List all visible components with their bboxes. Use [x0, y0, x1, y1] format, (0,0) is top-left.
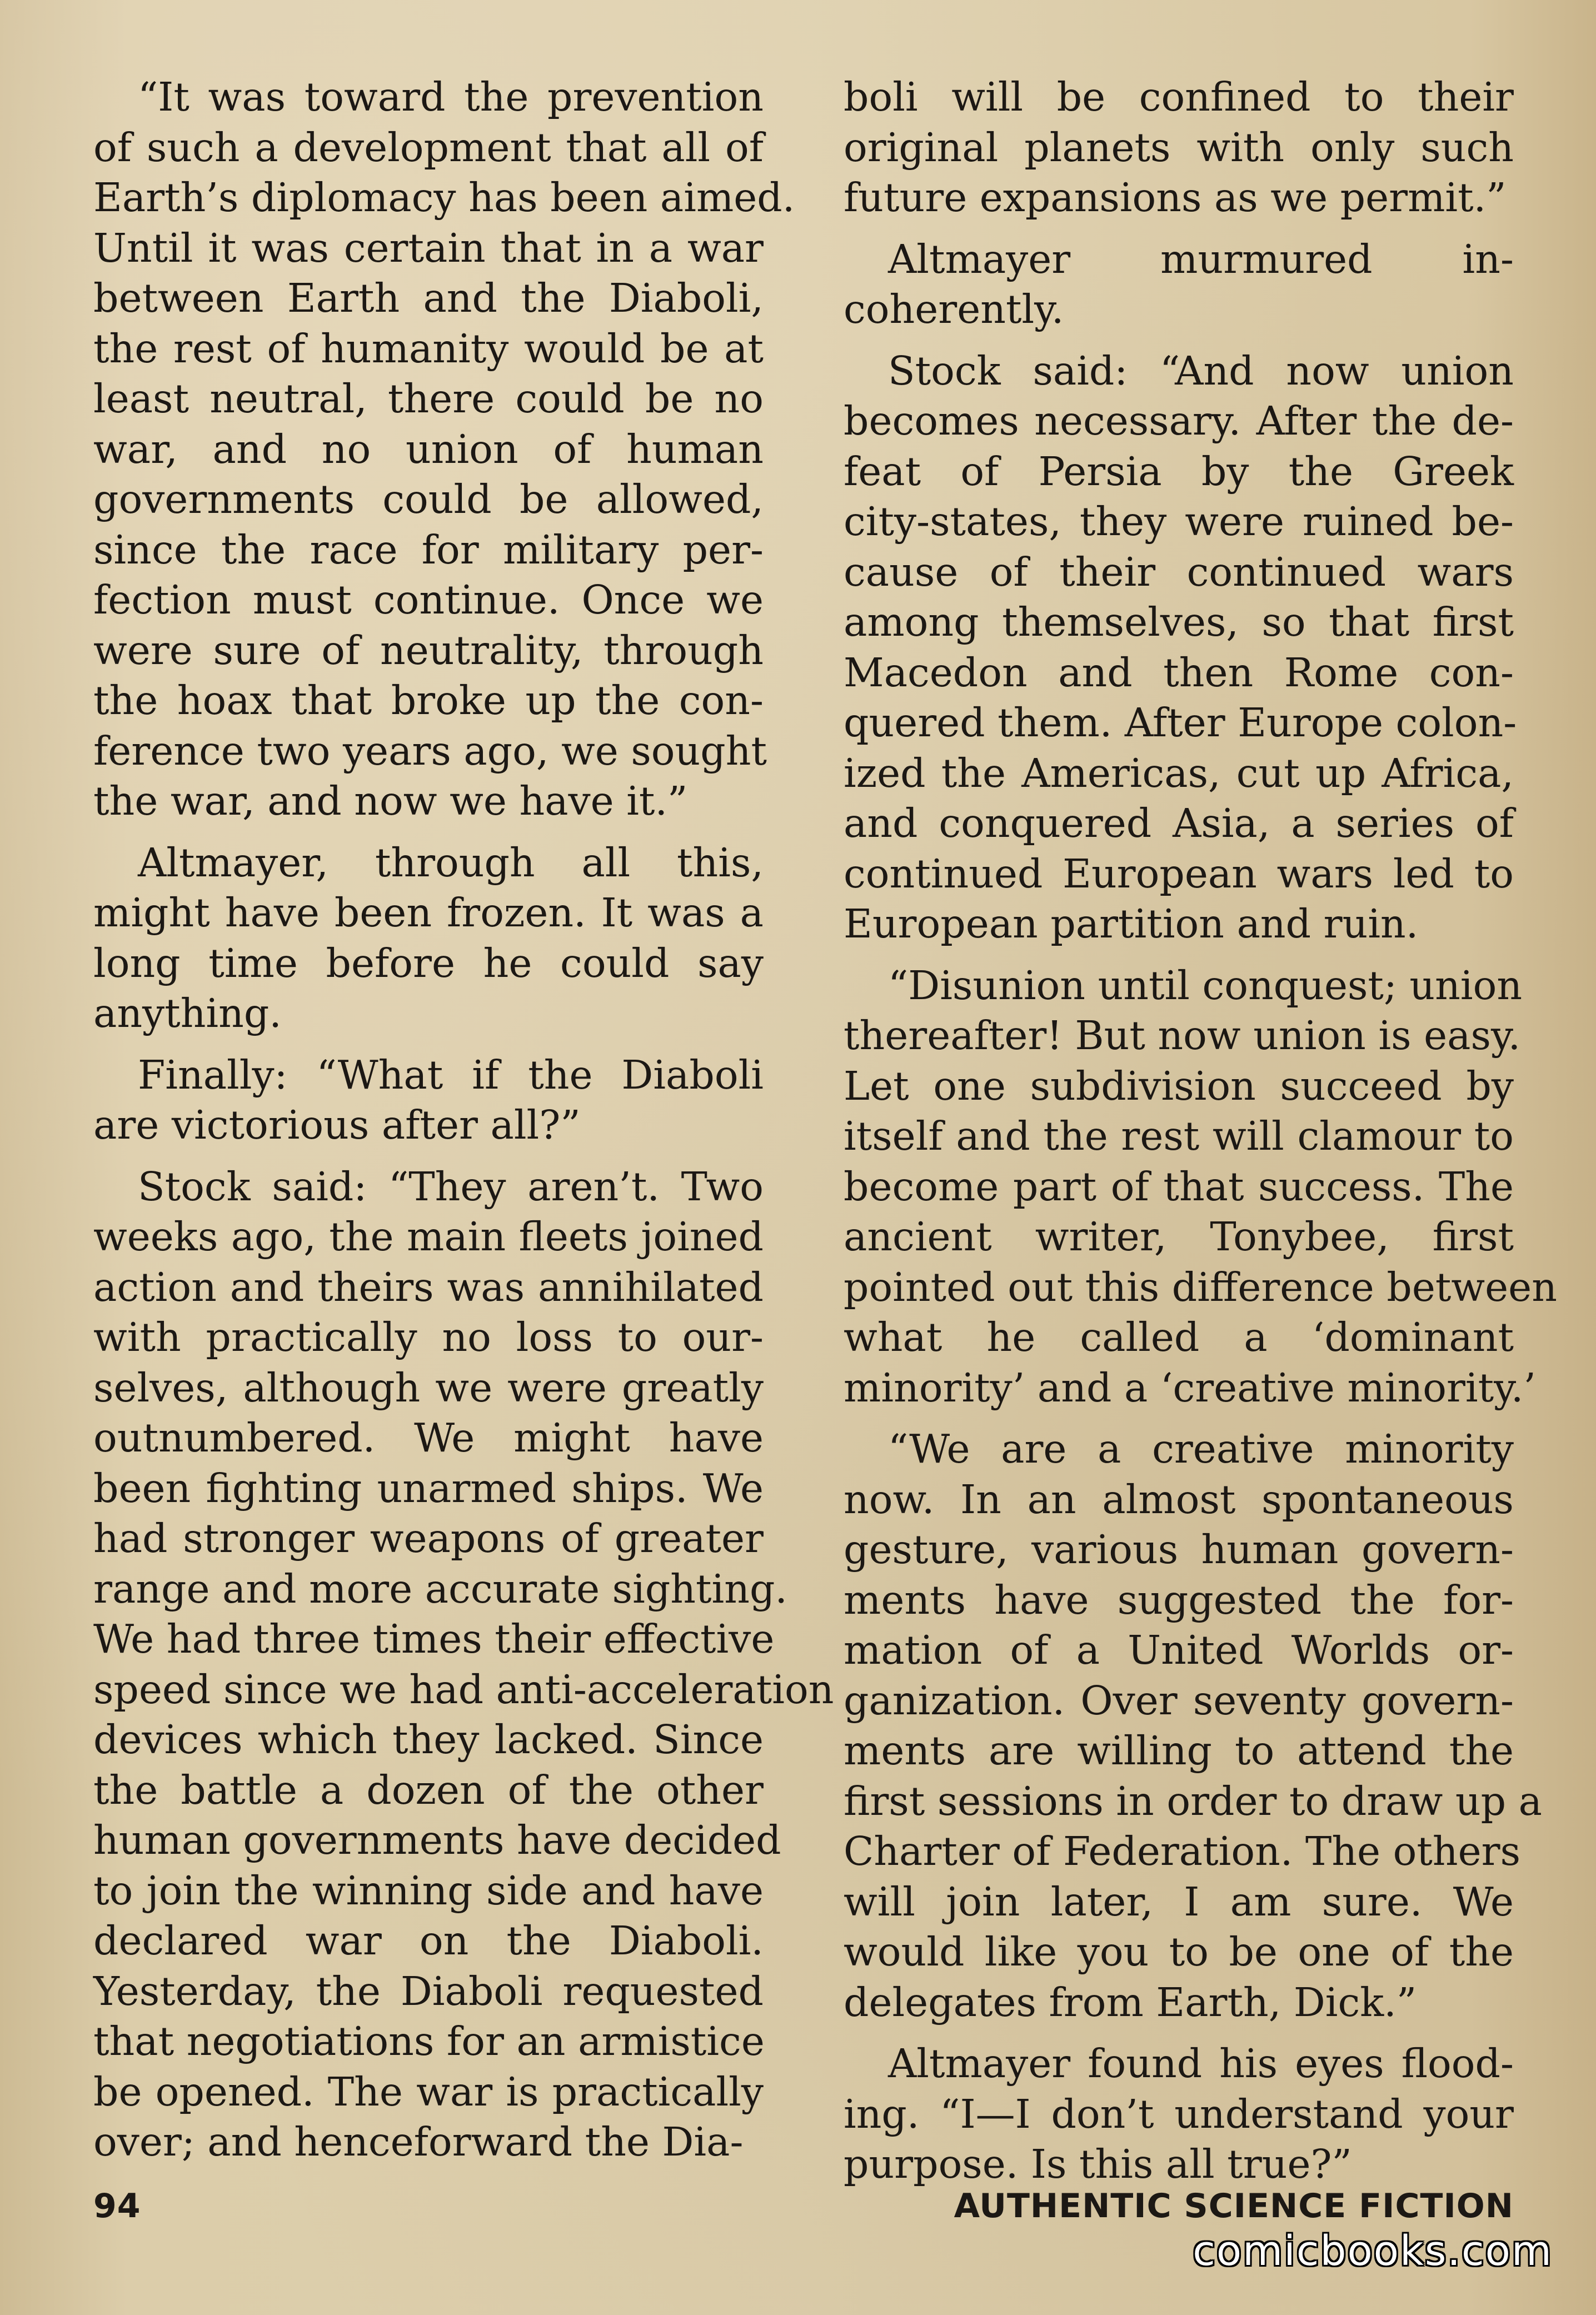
text-line: Altmayer found his eyes flood- — [888, 2040, 1514, 2087]
text-line: delegates from Earth, Dick.” — [844, 1979, 1417, 2025]
text-line: We had three times their effective — [93, 1616, 775, 1662]
text-line: future expansions as we permit.” — [844, 174, 1507, 221]
text-line: Until it was certain that in a war — [93, 224, 764, 271]
text-line: quered them. After Europe colon- — [844, 700, 1517, 746]
right-text-column — [844, 72, 1557, 2187]
text-line: declared war on the Diaboli. — [93, 1918, 764, 1964]
paragraph — [93, 838, 764, 1039]
text-line: ments are willing to attend the — [844, 1728, 1514, 1774]
text-line: over; and henceforward the Dia- — [93, 2119, 744, 2165]
text-line: since the race for military per- — [93, 526, 764, 573]
text-line: become part of that success. The — [844, 1163, 1514, 1210]
text-line: fection must continue. Once we — [93, 577, 764, 623]
text-line: Stock said: “They aren’t. Two — [138, 1163, 764, 1210]
text-line: speed since we had anti-acceleration — [93, 1666, 834, 1713]
text-line: will join later, I am sure. We — [844, 1878, 1514, 1925]
text-line: original planets with only such — [844, 124, 1514, 171]
watermark-logo: comicbooks.com — [1193, 2227, 1553, 2275]
paragraph — [844, 1424, 1542, 2028]
text-line: and conquered Asia, a series of — [844, 800, 1514, 846]
text-line: ancient writer, Tonybee, first — [844, 1214, 1514, 1260]
text-line: the hoax that broke up the con- — [93, 677, 764, 724]
text-line: feat of Persia by the Greek — [844, 448, 1514, 495]
text-line: what he called a ‘dominant — [844, 1314, 1514, 1360]
paragraph — [93, 72, 795, 827]
text-line: long time before he could say — [93, 940, 764, 986]
paragraph — [844, 961, 1557, 1414]
text-line: were sure of neutrality, through — [93, 627, 764, 673]
text-line: Yesterday, the Diaboli requested — [93, 1968, 764, 2014]
text-line: continued European wars led to — [844, 850, 1514, 897]
paragraph — [93, 1050, 764, 1151]
text-line: “Disunion until conquest; union — [888, 962, 1523, 1009]
text-line: range and more accurate sighting. — [93, 1565, 787, 1612]
text-line: Let one subdivision succeed by — [844, 1062, 1514, 1109]
text-line: of such a development that all of — [93, 124, 764, 171]
text-line: the battle a dozen of the other — [93, 1767, 764, 1813]
text-line: human governments have decided — [93, 1817, 781, 1863]
text-line: governments could be allowed, — [93, 476, 764, 522]
text-line: with practically no loss to our- — [93, 1314, 764, 1360]
text-line: ference two years ago, we sought — [93, 727, 767, 774]
text-line: ganization. Over seventy govern- — [844, 1677, 1514, 1724]
text-line: would like you to be one of the — [844, 1929, 1514, 1975]
text-line: outnumbered. We might have — [93, 1415, 764, 1461]
text-line: European partition and ruin. — [844, 901, 1419, 947]
text-line: “We are a creative minority — [888, 1426, 1514, 1472]
text-line: Charter of Federation. The others — [844, 1828, 1521, 1874]
text-line: between Earth and the Diaboli, — [93, 275, 764, 321]
paragraph — [93, 1162, 834, 2168]
text-line: selves, although we were greatly — [93, 1364, 764, 1411]
text-line: the rest of humanity would be at — [93, 325, 764, 372]
text-line: be opened. The war is practically — [93, 2068, 764, 2115]
text-line: might have been frozen. It was a — [93, 890, 764, 936]
page-number: 94 — [93, 2187, 141, 2226]
text-line: thereafter! But now union is easy. — [844, 1012, 1521, 1059]
text-line: Macedon and then Rome con- — [844, 649, 1514, 696]
text-line: devices which they lacked. Since — [93, 1717, 764, 1763]
text-line: minority’ and a ‘creative minority.’ — [844, 1364, 1536, 1411]
text-line: to join the winning side and have — [93, 1867, 764, 1914]
text-line: action and theirs was annihilated — [93, 1264, 764, 1310]
paragraph — [844, 2039, 1514, 2190]
text-line: coherently. — [844, 286, 1064, 332]
text-line: are victorious after all?” — [93, 1102, 581, 1148]
text-line: Altmayer, through all this, — [138, 839, 764, 886]
paragraph — [844, 72, 1514, 223]
text-line: now. In an almost spontaneous — [844, 1476, 1514, 1523]
text-line: weeks ago, the main fleets joined — [93, 1214, 764, 1260]
text-line: the war, and now we have it.” — [93, 778, 688, 824]
text-line: Stock said: “And now union — [888, 347, 1514, 394]
text-line: purpose. Is this all true?” — [844, 2141, 1352, 2187]
text-line: city-states, they were ruined be- — [844, 498, 1514, 545]
text-line: pointed out this difference between — [844, 1264, 1557, 1310]
text-line: ing. “I—I don’t understand your — [844, 2091, 1514, 2137]
paragraph — [844, 235, 1514, 335]
text-line: ized the Americas, cut up Africa, — [844, 750, 1514, 796]
text-line: boli will be confined to their — [844, 74, 1514, 120]
text-line: Earth’s diplomacy has been aimed. — [93, 174, 795, 221]
text-line: cause of their continued wars — [844, 548, 1514, 595]
text-line: war, and no union of human — [93, 426, 764, 472]
text-line: among themselves, so that first — [844, 599, 1514, 645]
text-line: been fighting unarmed ships. We — [93, 1465, 764, 1511]
text-line: first sessions in order to draw up a — [844, 1778, 1542, 1824]
text-line: becomes necessary. After the de- — [844, 398, 1514, 444]
text-line: that negotiations for an armistice — [93, 2018, 765, 2064]
text-line: Finally: “What if the Diaboli — [138, 1051, 764, 1098]
text-line: gesture, various human govern- — [844, 1526, 1514, 1573]
running-footer: AUTHENTIC SCIENCE FICTION — [954, 2187, 1514, 2226]
left-text-column — [93, 72, 834, 2184]
text-line: ments have suggested the for- — [844, 1576, 1514, 1623]
text-line: itself and the rest will clamour to — [844, 1113, 1514, 1159]
text-line: anything. — [93, 990, 282, 1036]
text-line: mation of a United Worlds or- — [844, 1627, 1514, 1673]
paragraph — [844, 346, 1517, 950]
text-line: Altmayer murmured in- — [888, 236, 1514, 282]
text-line: had stronger weapons of greater — [93, 1515, 764, 1561]
text-line: “It was toward the prevention — [138, 74, 764, 120]
text-line: least neutral, there could be no — [93, 376, 764, 422]
